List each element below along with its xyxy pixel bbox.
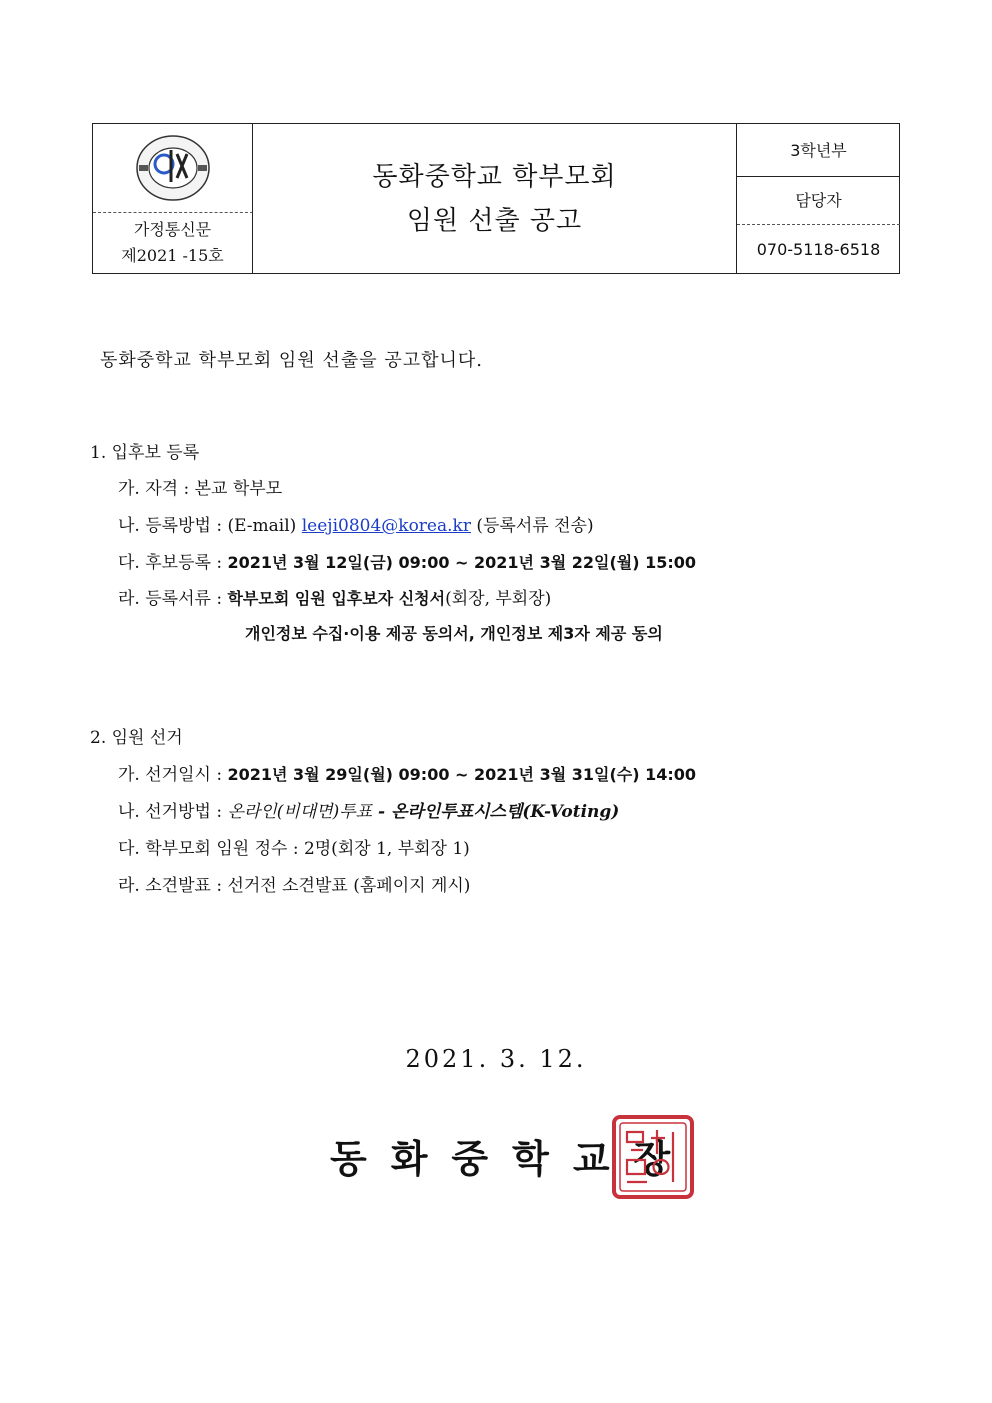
section-2-item-c: 다. 학부모회 임원 정수 : 2명(회장 1, 부회장 1) [118, 839, 470, 859]
section-1-item-a: 가. 자격 : 본교 학부모 [118, 479, 283, 499]
item-b-prefix-2: 나. 선거방법 : [118, 802, 228, 822]
section-1-item-d [118, 584, 551, 609]
item-b-suffix: (등록서류 전송) [470, 516, 594, 536]
registration-period: 2021년 3월 12일(금) 09:00 ~ 2021년 3월 22일(월) 15:00 [227, 553, 697, 572]
issue-number: 제2021 -15호 [121, 246, 224, 265]
title-line-2: 임원 선출 공고 [406, 206, 583, 236]
election-system: - 온라인투표시스템(K-Voting) [372, 802, 620, 822]
email-link[interactable]: leeji0804@korea.kr [301, 516, 471, 536]
section-1-item-b [118, 511, 594, 536]
phone-number: 070-5118-6518 [756, 240, 881, 259]
section-2-item-a [118, 760, 696, 785]
principal-signature: 동화중학교장 [330, 1137, 695, 1181]
official-seal-icon [611, 1114, 695, 1200]
item-a-prefix: 가. 선거일시 : [118, 765, 228, 785]
department: 3학년부 [737, 124, 900, 177]
title-cell [253, 124, 737, 274]
item-d-bold: 학부모회 임원 입후보자 신청서 [227, 589, 446, 608]
section-2-item-d: 라. 소견발표 : 선거전 소견발표 (홈페이지 게시) [118, 876, 471, 896]
item-b-prefix: 나. 등록방법 : (E-mail) [118, 516, 302, 536]
school-logo [133, 134, 213, 202]
section-1-item-d-line-2: 개인정보 수집·이용 제공 동의서, 개인정보 제3자 제공 동의 [245, 624, 663, 643]
newsletter-label: 가정통신문 [133, 220, 212, 239]
item-d-prefix: 라. 등록서류 : [118, 589, 228, 609]
item-d-suffix: (회장, 부회장) [445, 589, 552, 609]
election-method: 온라인(비대면)투표 [227, 802, 373, 822]
manager-label: 담당자 [737, 177, 900, 225]
section-1-item-c [118, 548, 696, 573]
school-logo-cell [93, 124, 253, 212]
intro-text: 동화중학교 학부모회 임원 선출을 공고합니다. [100, 350, 483, 371]
newsletter-cell [93, 212, 253, 274]
section-2-item-b [118, 797, 619, 822]
title-line-1: 동화중학교 학부모회 [372, 162, 617, 192]
election-period: 2021년 3월 29일(월) 09:00 ~ 2021년 3월 31일(수) 14:00 [227, 765, 697, 784]
header-table [92, 123, 900, 274]
item-c-prefix: 다. 후보등록 : [118, 553, 228, 573]
section-1-heading: 1. 입후보 등록 [90, 443, 200, 463]
section-2-heading: 2. 임원 선거 [90, 728, 183, 748]
issue-date: 2021. 3. 12. [405, 1045, 587, 1073]
